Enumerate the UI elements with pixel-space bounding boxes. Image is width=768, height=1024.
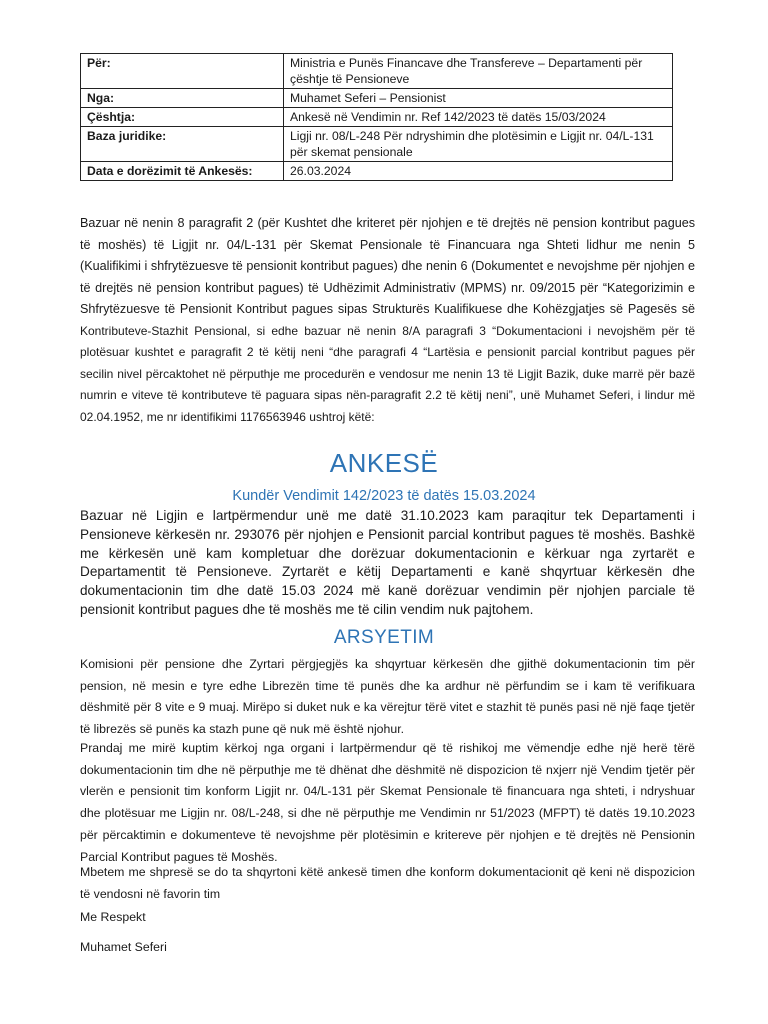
header-row-legal-basis [81,127,673,162]
subject-value: Ankesë në Vendimin nr. Ref 142/2023 të datës 15/03/2024 [284,108,673,127]
intro-text-part2: Kontributeve-Stazhit Pensional, si edhe bazuar në nenin 8/A paragrafi 3 “Dokumentacioni i nevojshëm për të plotësuar kushtet e paragrafit 2 të këtij neni “dhe paragrafi 4 “Lartësia e pensionit parcial kontribut pagues për secilin nivel përcaktohet në përputhje me procedurën e vendosur me nenin 13 të Ligjit Bazik, duke marrë për bazë numrin e viteve të kontributeve të paguara sipas nën-paragrafit 2.2 të këtij neni”, unë Muhamet Seferi, i lindur më 02.04.1952, me nr identifikimi 1176563946 ushtroj këtë: [80,323,695,424]
legal-basis-value: Ligji nr. 08/L-248 Për ndryshimin dhe plotësimin e Ligjit nr. 04/L-131 për skemat pensionale [284,127,673,162]
reasoning-paragraph-1: Komisioni për pensione dhe Zyrtari përgjegjës ka shqyrtuar kërkesën dhe gjithë dokumentacionin tim për pension, në mesin e tyre edhe Librezën time të punës dhe ka ardhur në përfundim se i kam të verifikuara dëshmitë për 8 vite e 9 muaj. Mirëpo si duket nuk e ka vërejtur tërë vitet e stazhit të punës pasi në një faqe tjetër të librezës së punës ka stazh pune që nuk më është njohur. [80,657,695,737]
intro-text-part1: Bazuar në nenin 8 paragrafit 2 (për Kushtet dhe kriteret për njohjen e të drejtës në pension kontribut pagues të moshës) të Ligjit nr. 04/L-131 për Skemat Pensionale të Financuara nga Shteti lidhur me nenin 5 (Kualifikimi i shfrytëzuesve të pensionit kontribut pagues) dhe nenin 6 (Dokumentet e nevojshme për njohjen e të drejtës në pension kontribut pagues) të Udhëzimit Administrativ (MPMS) nr. 09/2015 për “Kategorizimin e Shfrytëzuesve të Pensionit Kontribut pagues sipas Strukturës Kualifikuese dhe Kohëzgjatjes së Pagesës së [80,216,695,316]
header-row-sender [81,89,673,108]
header-table [80,53,673,181]
intro-paragraph [80,213,695,428]
sender-value: Muhamet Seferi – Pensionist [284,89,673,108]
submission-date-value: 26.03.2024 [284,162,673,181]
signature-name: Muhamet Seferi [80,940,167,954]
submission-date-label: Data e dorëzimit të Ankesës: [81,162,284,181]
recipient-value: Ministria e Punës Financave dhe Transfereve – Departamenti për çështje të Pensioneve [284,54,673,89]
reasoning-paragraph-2: Prandaj me mirë kuptim kërkoj nga organi i lartpërmendur që të rishikoj me vëmendje edhe një herë tërë dokumentacionin tim dhe në përputhje me të dhënat dhe dëshmitë në dispozicion të nxjerr një Vendim tjetër për vlerën e pensionit tim konform Ligjit nr. 04/L-131 për Skemat Pensionale të financuara nga shteti, i ndryshuar dhe plotësuar me Ligjin nr. 08/L-248, si dhe në përputhje me Vendimin nr 51/2023 (MFPT) të datës 19.10.2023 për përcaktimin e dokumenteve të nevojshme për plotësimin e kritereve për njohjen e të drejtës në Pensionin Parcial Kontribut pagues të Moshës. [80,741,695,864]
closing-salutation: Me Respekt [80,910,146,924]
header-row-submission-date [81,162,673,181]
complaint-body: Bazuar në Ligjin e lartpërmendur unë me datë 31.10.2023 kam paraqitur tek Departamenti i Pensioneve kërkesën nr. 293076 për njohjen e Pensionit parcial kontribut pagues të moshës. Bashkë me kërkesën unë kam kompletuar dhe dorëzuar dokumentacionin e kërkuar nga zyrtarët e Departamentit të Pensioneve. Zyrtarët e këtij Departamenti e kanë shqyrtuar kërkesën dhe dokumentacionin tim dhe datë 15.03 2024 më kanë dorëzuar vendimin për njohjen parciale të pensionit kontribut pagues dhe të moshës me të cilin vendim nuk pajtohem. [80,508,695,617]
complaint-subtitle: Kundër Vendimit 142/2023 të datës 15.03.2024 [232,488,536,504]
reasoning-paragraph-3: Mbetem me shpresë se do ta shqyrtoni këtë ankesë timen dhe konform dokumentacionit që keni në dispozicion të vendosni në favorin tim [80,865,695,901]
complaint-title: ANKESË [329,448,439,478]
reasoning-title: ARSYETIM [333,627,435,648]
header-row-recipient [81,54,673,89]
subject-label: Çështja: [81,108,284,127]
header-row-subject [81,108,673,127]
legal-basis-label: Baza juridike: [81,127,284,162]
sender-label: Nga: [81,89,284,108]
recipient-label: Për: [81,54,284,89]
